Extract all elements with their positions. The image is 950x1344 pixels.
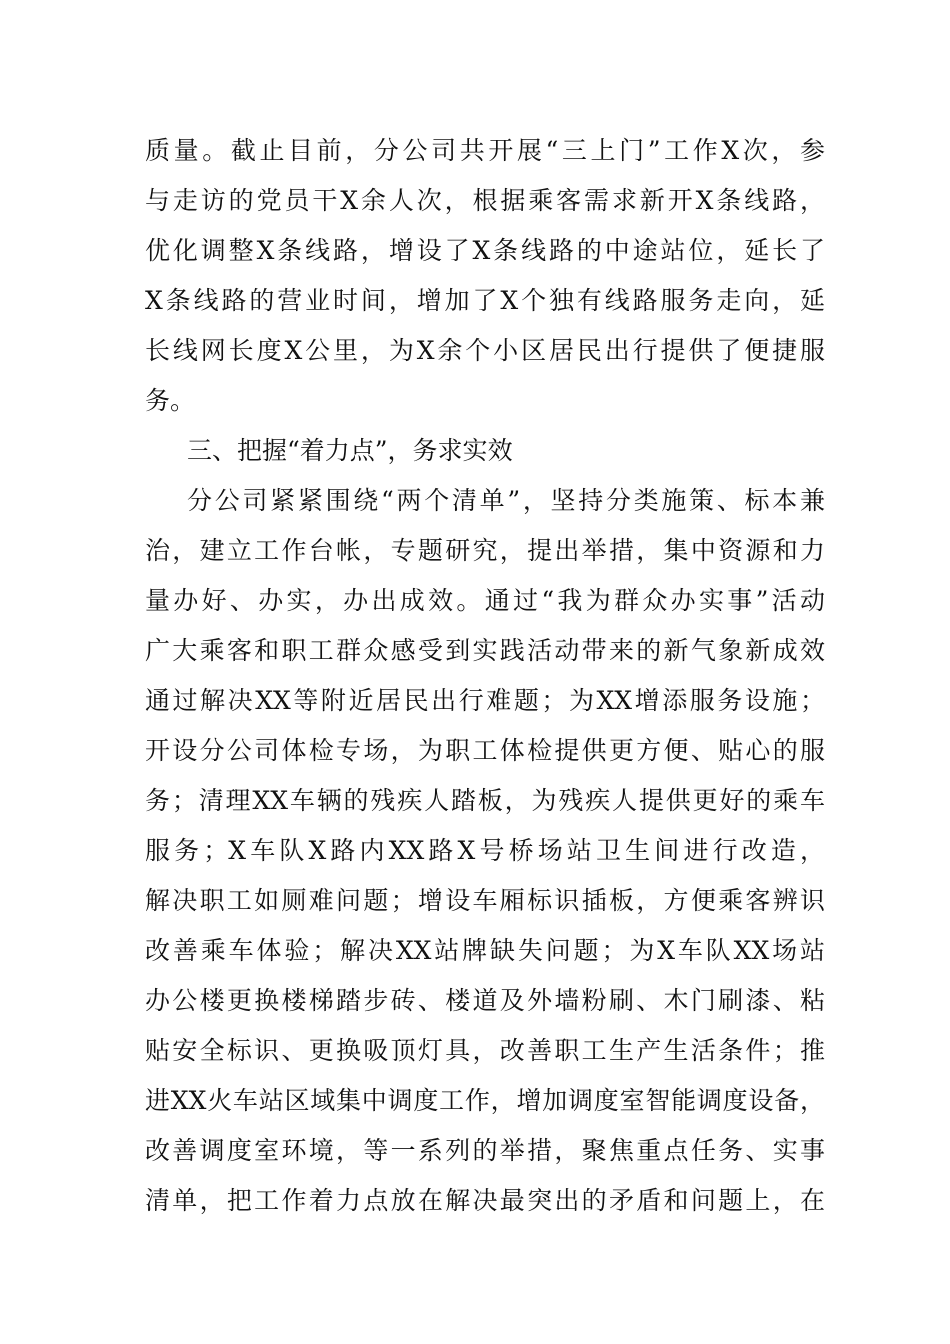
text-line: 长线网长度X公里，为X余个小区居民出行提供了便捷服 [145, 336, 825, 365]
text-line: 治，建立工作台帐，专题研究，提出举措，集中资源和力 [145, 536, 825, 565]
text-line: X条线路的营业时间，增加了X个独有线路服务走向，延 [145, 286, 825, 315]
text-line: 贴安全标识、更换吸顶灯具，改善职工生产生活条件；推 [145, 1036, 825, 1065]
text-line: 与走访的党员干X余人次，根据乘客需求新开X条线路， [145, 186, 825, 215]
text-line: 解决职工如厕难问题；增设车厢标识插板，方便乘客辨识 [145, 886, 825, 915]
text-line: 服务；X车队X路内XX路X号桥场站卫生间进行改造， [145, 836, 825, 865]
text-line: 质量。截止目前，分公司共开展“三上门”工作X次，参 [145, 136, 825, 165]
text-line: 办公楼更换楼梯踏步砖、楼道及外墙粉刷、木门刷漆、粘 [145, 986, 825, 1015]
text-line: 优化调整X条线路，增设了X条线路的中途站位，延长了 [145, 236, 825, 265]
text-line: 务。 [145, 386, 196, 415]
text-line: 量办好、办实，办出成效。通过“我为群众办实事”活动 [145, 586, 825, 615]
section-heading: 三、把握“着力点”，务求实效 [187, 436, 513, 465]
text-line: 分公司紧紧围绕“两个清单”，坚持分类施策、标本兼 [187, 486, 825, 515]
text-line: 改善乘车体验；解决XX站牌缺失问题；为X车队XX场站 [145, 936, 825, 965]
text-line: 通过解决XX等附近居民出行难题；为XX增添服务设施； [145, 686, 825, 715]
text-line: 开设分公司体检专场，为职工体检提供更方便、贴心的服 [145, 736, 825, 765]
text-line: 广大乘客和职工群众感受到实践活动带来的新气象新成效 [145, 636, 825, 665]
text-line: 进XX火车站区域集中调度工作，增加调度室智能调度设备， [145, 1086, 825, 1115]
text-line: 务；清理XX车辆的残疾人踏板，为残疾人提供更好的乘车 [145, 786, 825, 815]
body-text [145, 126, 825, 1226]
text-line: 改善调度室环境，等一系列的举措，聚焦重点任务、实事 [145, 1136, 825, 1165]
text-line: 清单，把工作着力点放在解决最突出的矛盾和问题上，在 [145, 1186, 825, 1215]
